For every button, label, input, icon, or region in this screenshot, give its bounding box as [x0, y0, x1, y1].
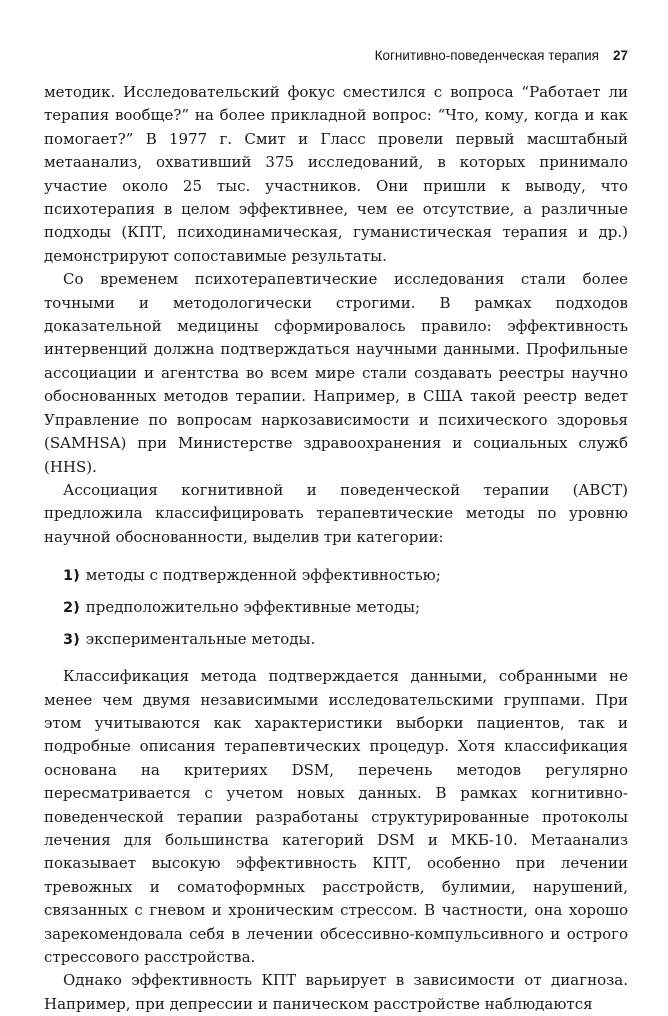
body-text: [44, 81, 628, 1016]
list-number: 1): [63, 568, 80, 585]
paragraph-abct: Ассоциация когнитивной и поведенческой терапии (ABCT) предложила классифицировать терапевтические методы по уровню научной обоснованности, выделив три категории:: [44, 480, 628, 546]
paragraph-effectiveness: Однако эффективность КПТ варьирует в зависимости от диагноза. Например, при депрессии и паническом расстройстве наблюдаются: [44, 971, 628, 1013]
list-item: [44, 591, 628, 623]
list-item: [44, 623, 628, 655]
category-list: [44, 559, 628, 655]
list-item-text: методы с подтвержденной эффективностью;: [85, 566, 441, 585]
list-number: 2): [63, 600, 80, 617]
running-header: [44, 48, 628, 63]
running-title: Когнитивно-поведенческая терапия: [374, 48, 599, 63]
page-number: 27: [612, 48, 628, 63]
list-item-text: предположительно эффективные методы;: [85, 598, 421, 617]
list-number: 3): [63, 632, 80, 649]
paragraph-continued: методик. Исследовательский фокус сместился с вопроса “Работает ли терапия вообще?” на более прикладной вопрос: “Что, кому, когда и как помогает?” В 1977 г. Смит и Гласс провели первый масштабный метаанализ, охвативший 375 исследований, в которых принимало участие около 25 тыс. участников. Они пришли к выводу, что психотерапия в целом эффективнее, чем ее отсутствие, а различные подходы (КПТ, психодинамическая, гуманистическая терапия и др.) демонстрируют сопоставимые результаты.: [44, 83, 628, 265]
list-item: [44, 559, 628, 591]
paragraph-research-rigor: Со временем психотерапевтические исследования стали более точными и методологически строгими. В рамках подходов доказательной медицины сформировалось правило: эффективность интервенций должна подтверждаться научными данными. Профильные ассоциации и агентства во всем мире стали создавать реестры научно обоснованных методов терапии. Например, в США такой реестр ведет Управление по вопросам наркозависимости и психического здоровья (SAMHSA) при Министерстве здравоохранения и социальных служб (HHS).: [44, 270, 628, 476]
list-item-text: экспериментальные методы.: [85, 630, 316, 649]
paragraph-classification: Классификация метода подтверждается данными, собранными не менее чем двумя независимыми исследовательскими группами. При этом учитываются как характеристики выборки пациентов, так и подробные описания терапевтических процедур. Хотя классификация основана на критериях DSM, перечень методов регулярно пересматривается с учетом новых данных. В рамках когнитивно-поведенческой терапии разработаны структурированные протоколы лечения для большинства категорий DSM и МКБ-10. Метаанализ показывает высокую эффективность КПТ, особенно при лечении тревожных и соматоформных расстройств, булимии, нарушений, связанных с гневом и хроническим стрессом. В частности, она хорошо зарекомендовала себя в лечении обсессивно-компульсивного и острого стрессового расстройства.: [44, 667, 628, 966]
